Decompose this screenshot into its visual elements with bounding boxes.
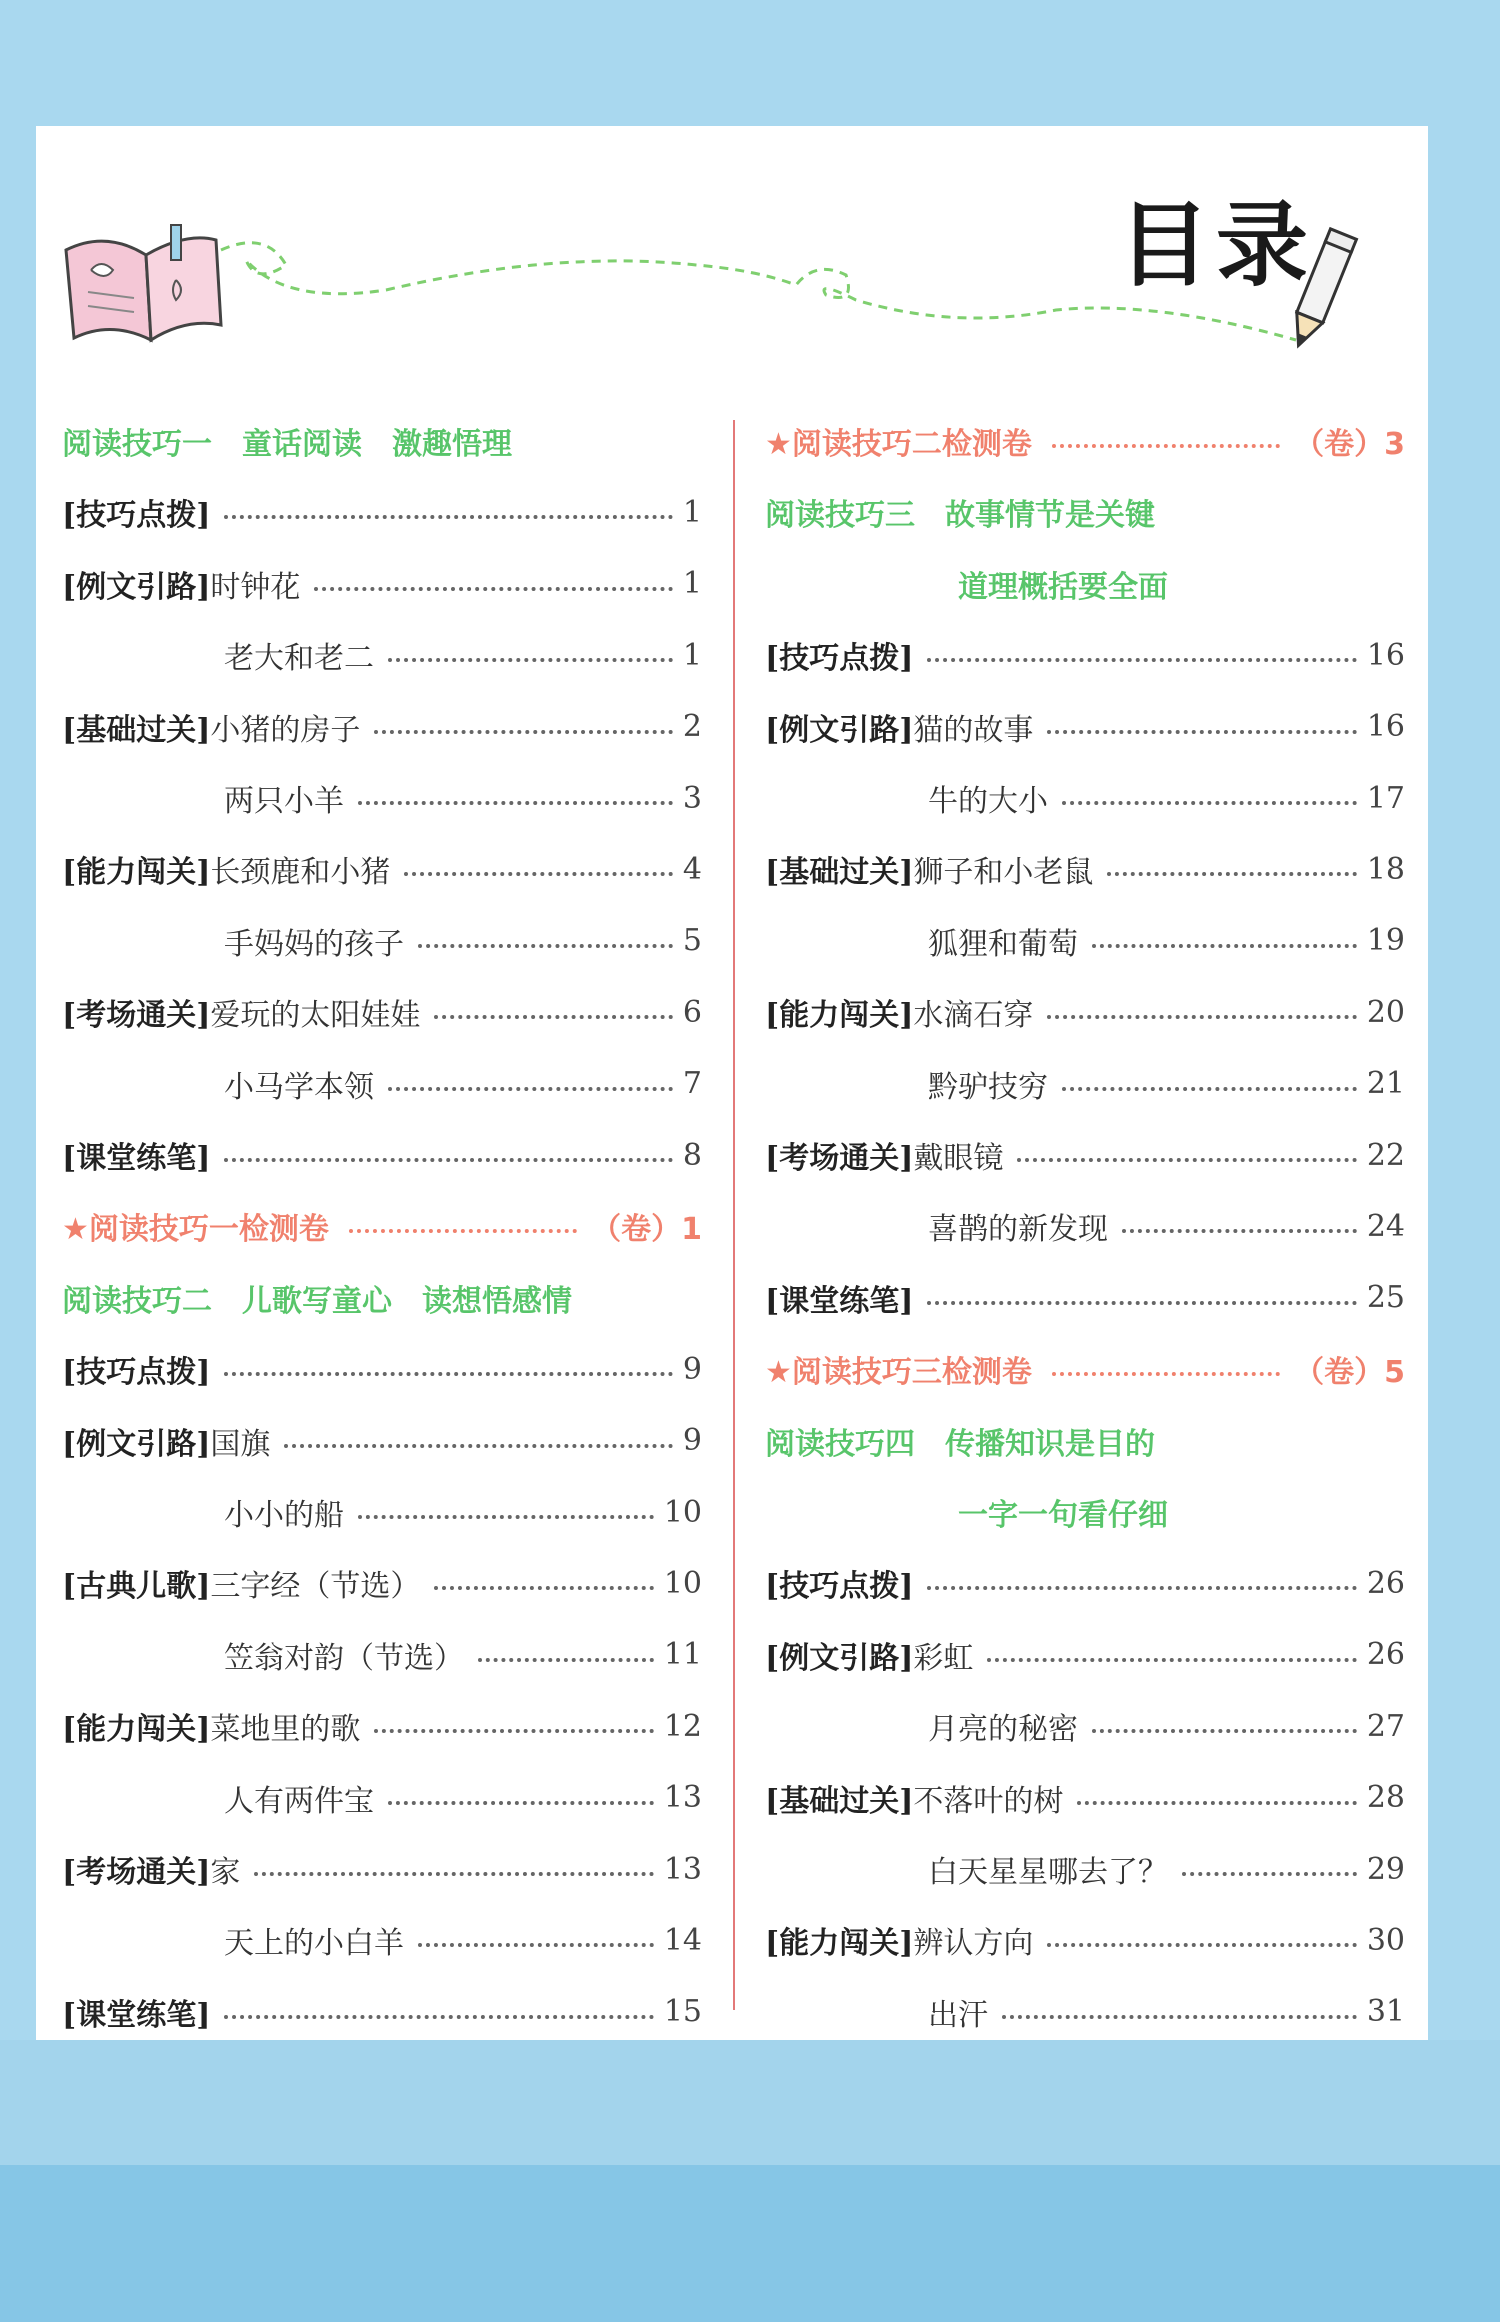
page-number: 1 [682, 637, 702, 673]
toc-entry[interactable] [224, 1775, 702, 1821]
entry-title: 老大和老二 [224, 641, 374, 677]
toc-entry[interactable] [765, 1775, 1405, 1821]
dot-leader [434, 1586, 653, 1590]
dot-leader [224, 515, 673, 519]
toc-entry[interactable] [62, 1418, 702, 1464]
entry-category: [基础过关] [765, 1783, 914, 1819]
dot-leader [927, 1301, 1356, 1305]
entry-title: 出汗 [928, 1997, 988, 2033]
page-number: 28 [1366, 1780, 1405, 1816]
page-number: 26 [1366, 1565, 1405, 1601]
page-number: 21 [1366, 1066, 1405, 1102]
dot-leader [224, 2015, 653, 2019]
toc-entry[interactable] [62, 489, 702, 535]
entry-title: 笠翁对韵（节选） [224, 1640, 464, 1676]
dot-leader [374, 1729, 653, 1733]
dot-leader [1077, 1801, 1356, 1805]
dot-leader [1122, 1229, 1357, 1233]
entry-title: 月亮的秘密 [928, 1712, 1078, 1748]
toc-entry[interactable] [224, 775, 702, 821]
entry-category: [技巧点拨] [765, 1569, 914, 1605]
dot-leader [224, 1372, 673, 1376]
dot-leader [1092, 944, 1357, 948]
page-number: 2 [682, 709, 702, 745]
dot-leader [1052, 444, 1280, 448]
page-number: 16 [1366, 637, 1405, 673]
background-strip [0, 2165, 1500, 2322]
entry-title: 白天星星哪去了？ [928, 1855, 1168, 1890]
entry-category: [例文引路] [62, 569, 211, 605]
toc-entry[interactable] [928, 1989, 1405, 2035]
page-number: 5 [682, 923, 702, 959]
toc-entry[interactable] [62, 989, 702, 1035]
toc-entry[interactable] [765, 1632, 1405, 1678]
entry-category: [考场通关] [62, 1855, 211, 1890]
entry-title: 天上的小白羊 [224, 1926, 404, 1962]
review-title: ★阅读技巧二检测卷 [765, 427, 1032, 462]
entry-category: [能力闯关] [765, 998, 914, 1034]
entry-title: 狐狸和葡萄 [928, 926, 1078, 962]
column-divider [733, 420, 735, 2010]
entry-title: 小马学本领 [224, 1069, 374, 1105]
dot-leader [358, 1515, 654, 1519]
dot-leader [404, 872, 673, 876]
page-number: 10 [663, 1494, 702, 1530]
section-heading[interactable] [62, 418, 512, 464]
entry-title: 不落叶的树 [913, 1783, 1064, 1819]
dot-leader [358, 801, 673, 805]
dot-leader [284, 1444, 673, 1448]
dot-leader [418, 944, 673, 948]
entry-title: 猫的故事 [913, 712, 1034, 748]
page-number: 7 [682, 1066, 702, 1102]
entry-title: 手妈妈的孩子 [224, 926, 404, 962]
open-book-icon [66, 225, 221, 340]
toc-entry[interactable] [224, 1917, 702, 1963]
dot-leader [349, 1229, 577, 1233]
page-number: 13 [663, 1780, 702, 1816]
toc-entry[interactable] [765, 1275, 1405, 1321]
toc-entry[interactable] [62, 1989, 702, 2035]
dot-leader [1107, 872, 1356, 876]
dot-leader [388, 1801, 654, 1805]
page-number: 1 [682, 494, 702, 530]
entry-category: [课堂练笔] [765, 1283, 914, 1319]
page-number: 4 [682, 851, 702, 887]
section-heading[interactable] [765, 489, 1155, 535]
page-title: 目录 [1118, 191, 1315, 299]
page-number: 3 [682, 780, 702, 816]
toc-entry[interactable] [62, 1346, 702, 1392]
entry-category: [课堂练笔] [62, 1997, 211, 2033]
entry-title: 狮子和小老鼠 [913, 855, 1094, 891]
section-heading-text: 道理概括要全面 [958, 569, 1168, 605]
entry-title: 辨认方向 [913, 1926, 1034, 1962]
toc-entry[interactable] [928, 918, 1405, 964]
toc-entry[interactable] [928, 1703, 1405, 1749]
entry-category: [课堂练笔] [62, 1141, 211, 1176]
page-number: 9 [682, 1351, 702, 1387]
toc-entry[interactable] [765, 704, 1405, 750]
entry-title: 小小的船 [224, 1498, 344, 1533]
dot-leader [1047, 1943, 1356, 1947]
entry-category: [考场通关] [62, 998, 211, 1034]
dot-leader [1062, 1087, 1357, 1091]
page-number: 9 [682, 1423, 702, 1459]
entry-title: 国旗 [210, 1426, 271, 1462]
entry-category: [例文引路] [62, 1426, 211, 1462]
section-heading-text: 阅读技巧一 童话阅读 激趣悟理 [62, 427, 512, 462]
toc-entry[interactable] [765, 632, 1405, 678]
entry-title: 戴眼镜 [913, 1141, 1004, 1176]
dot-leader [374, 730, 673, 734]
section-heading[interactable] [62, 1275, 572, 1321]
entry-category: [技巧点拨] [62, 498, 211, 534]
dot-leader [254, 1872, 653, 1876]
page-number: 27 [1366, 1708, 1405, 1744]
entry-title: 长颈鹿和小猪 [210, 855, 391, 891]
section-heading[interactable] [958, 561, 1168, 607]
page-number: 1 [682, 566, 702, 602]
section-heading-text: 一字一句看仔细 [958, 1498, 1168, 1533]
toc-entry[interactable] [62, 704, 702, 750]
toc-entry[interactable] [765, 1560, 1405, 1606]
dot-leader [314, 587, 673, 591]
entry-title: 水滴石穿 [913, 998, 1034, 1034]
page-number: （卷）5 [1294, 1355, 1405, 1391]
page-number: （卷）3 [1294, 427, 1405, 462]
page-number: 24 [1366, 1208, 1405, 1244]
dot-leader [388, 658, 673, 662]
toc-entry[interactable] [224, 918, 702, 964]
page-number: 15 [663, 1994, 702, 2030]
dot-leader [388, 1087, 673, 1091]
page-number: 30 [1366, 1922, 1405, 1958]
entry-category: [技巧点拨] [62, 1355, 211, 1391]
dot-leader [987, 1658, 1356, 1662]
page-number: 17 [1366, 780, 1405, 816]
toc-entry[interactable] [62, 1703, 702, 1749]
section-heading[interactable] [765, 1418, 1155, 1464]
page-number: 18 [1366, 851, 1405, 887]
page-number: 12 [663, 1708, 702, 1744]
toc-entry[interactable] [765, 1132, 1405, 1178]
page-number: 10 [663, 1565, 702, 1601]
entry-category: [能力闯关] [62, 1712, 211, 1748]
entry-title: 小猪的房子 [210, 712, 361, 748]
entry-title: 彩虹 [913, 1640, 974, 1676]
page-number: 8 [682, 1137, 702, 1173]
entry-title: 喜鹊的新发现 [928, 1212, 1108, 1248]
entry-title: 三字经（节选） [210, 1569, 421, 1605]
review-test-link[interactable] [765, 418, 1405, 464]
entry-title: 人有两件宝 [224, 1783, 374, 1819]
entry-title: 家 [210, 1855, 241, 1890]
toc-entry[interactable] [765, 846, 1405, 892]
entry-title: 菜地里的歌 [210, 1712, 361, 1748]
dot-leader [1002, 2015, 1357, 2019]
entry-category: [基础过关] [62, 712, 211, 748]
section-heading-text: 阅读技巧三 故事情节是关键 [765, 498, 1155, 534]
page-number: 25 [1366, 1280, 1405, 1316]
page-number: 31 [1366, 1994, 1405, 2030]
dot-leader [1062, 801, 1357, 805]
entry-category: [能力闯关] [62, 855, 211, 891]
page-number: 11 [663, 1637, 702, 1673]
dot-leader [927, 1586, 1356, 1590]
toc-entry[interactable] [928, 775, 1405, 821]
page-number: 16 [1366, 709, 1405, 745]
toc-entry[interactable] [224, 1489, 702, 1535]
dot-leader [1017, 1158, 1356, 1162]
dot-leader [1047, 730, 1356, 734]
entry-category: [考场通关] [765, 1141, 914, 1176]
page-number: 29 [1366, 1851, 1405, 1887]
dot-leader [478, 1658, 654, 1662]
page-number: 13 [663, 1851, 702, 1887]
section-heading-text: 阅读技巧二 儿歌写童心 读想悟感情 [62, 1283, 572, 1319]
page-number: 19 [1366, 923, 1405, 959]
entry-title: 牛的大小 [928, 784, 1048, 819]
page-number: 14 [663, 1922, 702, 1958]
page-number: 26 [1366, 1637, 1405, 1673]
page-number: 20 [1366, 994, 1405, 1030]
section-heading-text: 阅读技巧四 传播知识是目的 [765, 1426, 1155, 1462]
toc-entry[interactable] [62, 1132, 702, 1178]
review-title: ★阅读技巧三检测卷 [765, 1355, 1032, 1391]
toc-entry[interactable] [224, 1632, 702, 1678]
review-test-link[interactable] [62, 1203, 702, 1249]
toc-entry[interactable] [62, 846, 702, 892]
toc-entry[interactable] [62, 1560, 702, 1606]
page-number: 22 [1366, 1137, 1405, 1173]
entry-title: 爱玩的太阳娃娃 [210, 998, 421, 1034]
toc-entry[interactable] [928, 1846, 1405, 1892]
entry-title: 两只小羊 [224, 784, 344, 819]
dot-leader [1047, 1015, 1356, 1019]
entry-category: [例文引路] [765, 712, 914, 748]
page-number: （卷）1 [591, 1212, 702, 1248]
toc-entry[interactable] [224, 1061, 702, 1107]
toc-entry[interactable] [62, 561, 702, 607]
review-title: ★阅读技巧一检测卷 [62, 1212, 329, 1248]
review-test-link[interactable] [765, 1346, 1405, 1392]
dot-leader [1052, 1372, 1280, 1376]
toc-entry[interactable] [62, 1846, 702, 1892]
entry-category: [古典儿歌] [62, 1569, 211, 1605]
entry-title: 时钟花 [210, 569, 301, 605]
toc-entry[interactable] [765, 1917, 1405, 1963]
entry-category: [技巧点拨] [765, 641, 914, 677]
page-number: 6 [682, 994, 702, 1030]
section-heading[interactable] [958, 1489, 1168, 1535]
entry-category: [基础过关] [765, 855, 914, 891]
toc-entry[interactable] [765, 989, 1405, 1035]
dot-leader [927, 658, 1356, 662]
dot-leader [434, 1015, 673, 1019]
entry-category: [例文引路] [765, 1640, 914, 1676]
dot-leader [224, 1158, 673, 1162]
entry-category: [能力闯关] [765, 1926, 914, 1962]
toc-entry[interactable] [224, 632, 702, 678]
dot-leader [418, 1943, 654, 1947]
dot-leader [1092, 1729, 1357, 1733]
toc-entry[interactable] [928, 1203, 1405, 1249]
dot-leader [1182, 1872, 1357, 1876]
entry-title: 黔驴技穷 [928, 1069, 1048, 1105]
toc-entry[interactable] [928, 1061, 1405, 1107]
